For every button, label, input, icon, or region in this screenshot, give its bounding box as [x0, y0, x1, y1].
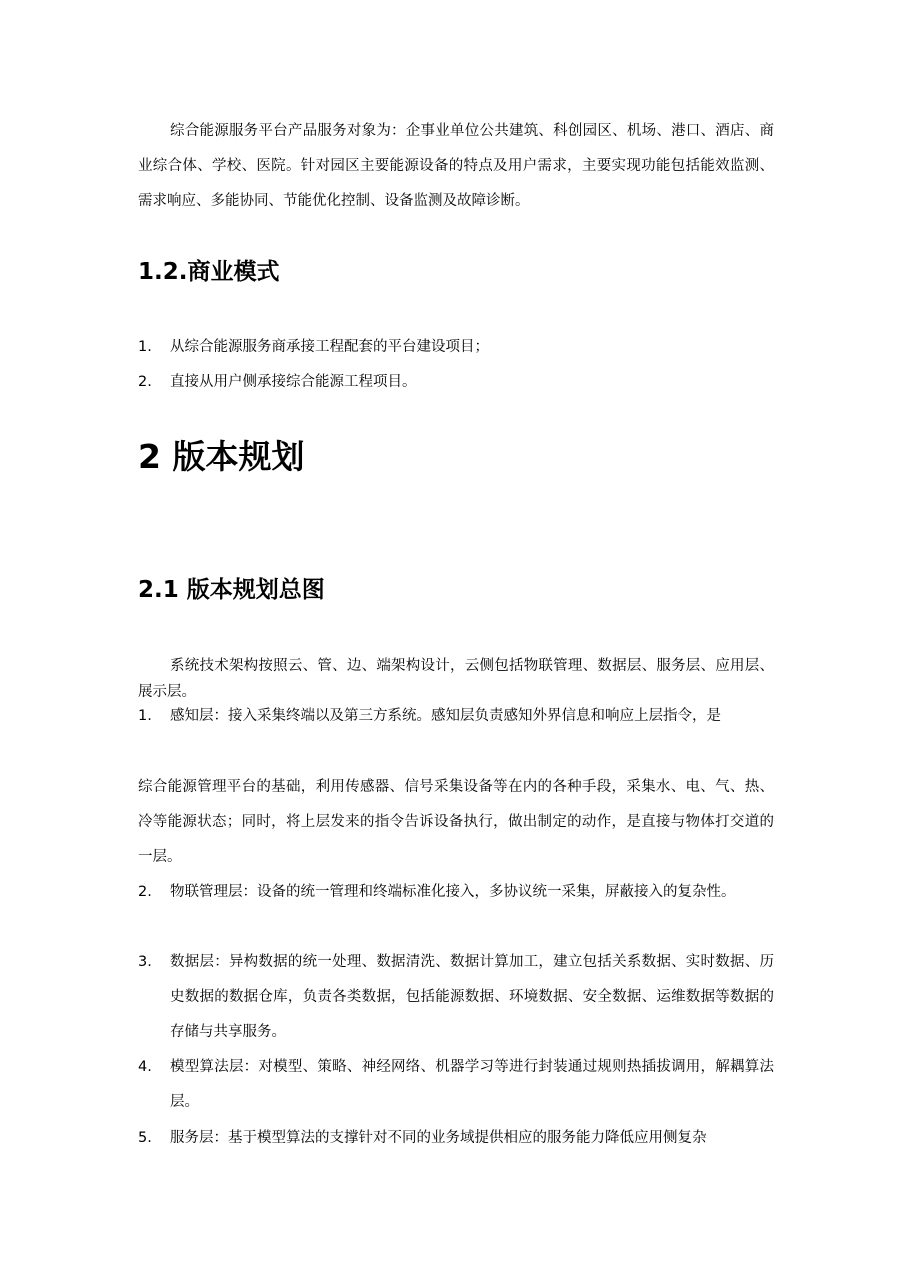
list-number: 5.	[138, 1130, 152, 1146]
list-text: 直接从用户侧承接综合能源工程项目。	[170, 374, 417, 390]
list-text: 服务层：基于模型算法的支撑针对不同的业务域提供相应的服务能力降低应用侧复杂	[170, 1130, 707, 1146]
list-item	[138, 365, 774, 400]
list-number: 4.	[138, 1059, 152, 1075]
list-item	[138, 875, 774, 910]
list-item	[138, 1121, 774, 1156]
list-text: 模型算法层：对模型、策略、神经网络、机器学习等进行封装通过规则热插拔调用，解耦算法层。	[170, 1059, 774, 1110]
list-number: 1.	[138, 708, 152, 724]
list-number: 2.	[138, 374, 152, 390]
list-text: 数据层：异构数据的统一处理、数据清洗、数据计算加工，建立包括关系数据、实时数据、历史数据的数据仓库，负责各类数据，包括能源数据、环境数据、安全数据、运维数据等数据的存储与共享服务。	[170, 954, 774, 1040]
list-item	[138, 699, 774, 734]
list-number: 1.	[138, 339, 152, 355]
intro-paragraph: 综合能源服务平台产品服务对象为：企事业单位公共建筑、科创园区、机场、港口、酒店、商业综合体、学校、医院。针对园区主要能源设备的特点及用户需求，主要实现功能包括能效监测、需求响应、多能协同、节能优化控制、设备监测及故障诊断。	[138, 123, 774, 209]
list-item	[138, 1050, 774, 1120]
perception-continuation: 综合能源管理平台的基础，利用传感器、信号采集设备等在内的各种手段，采集水、电、气、热、冷等能源状态；同时，将上层发来的指令告诉设备执行，做出制定的动作，是直接与物体打交道的一层。	[138, 779, 774, 865]
heading-business-model: 1.2.商业模式	[138, 259, 280, 285]
list-text: 从综合能源服务商承接工程配套的平台建设项目；	[170, 339, 489, 355]
list-item	[138, 330, 774, 365]
heading-version-planning: 2 版本规划	[138, 437, 305, 476]
list-item	[138, 945, 774, 1050]
list-text: 物联管理层：设备的统一管理和终端标准化接入，多协议统一采集，屏蔽接入的复杂性。	[170, 884, 736, 900]
architecture-intro: 系统技术架构按照云、管、边、端架构设计，云侧包括物联管理、数据层、服务层、应用层、展示层。	[138, 658, 774, 700]
list-number: 3.	[138, 954, 152, 970]
heading-version-overview: 2.1 版本规划总图	[138, 577, 325, 603]
list-text: 感知层：接入采集终端以及第三方系统。感知层负责感知外界信息和响应上层指令，是	[170, 708, 721, 724]
list-number: 2.	[138, 884, 152, 900]
